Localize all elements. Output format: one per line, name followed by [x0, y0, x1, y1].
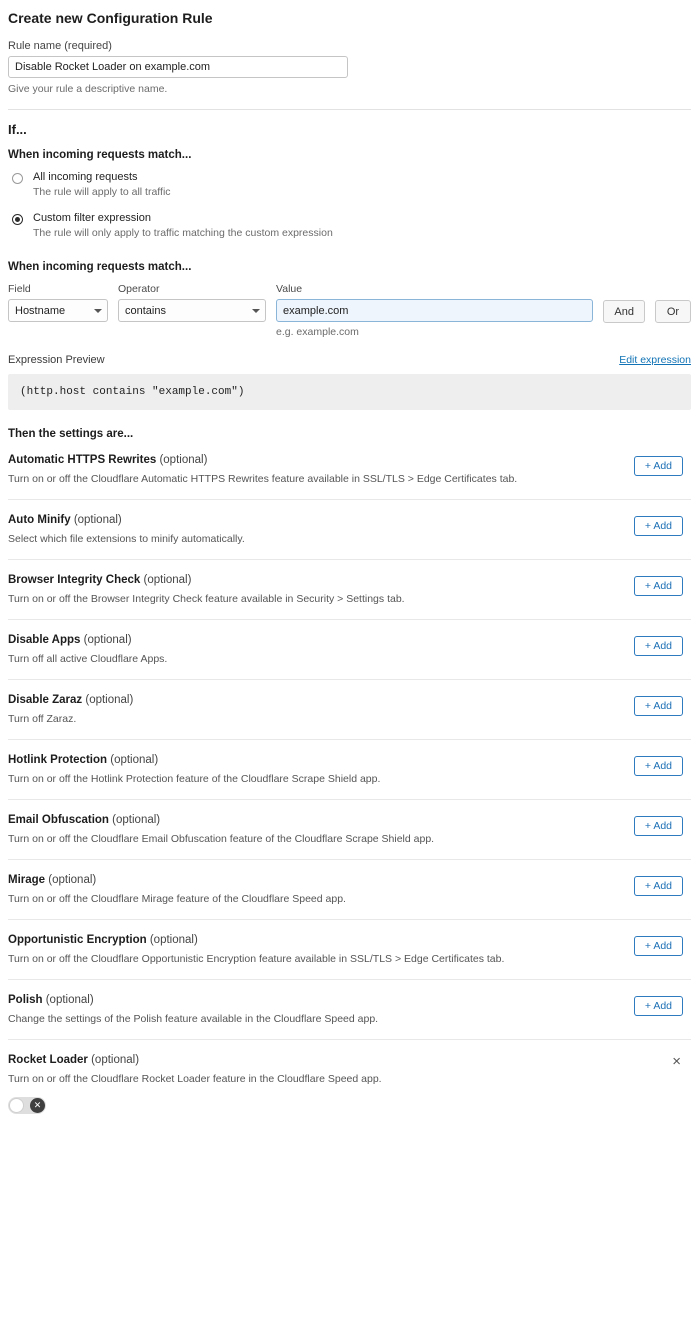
setting-optional: (optional) — [91, 1054, 140, 1066]
add-setting-button[interactable]: + Add — [634, 576, 683, 596]
filter-subheading: When incoming requests match... — [8, 261, 192, 273]
add-setting-button[interactable]: + Add — [634, 456, 683, 476]
radio-icon-custom-filter[interactable] — [12, 214, 23, 225]
value-label: Value — [276, 283, 303, 295]
setting-name: Browser Integrity Check — [8, 574, 141, 586]
rule-name-label: Rule name (required) — [8, 40, 112, 52]
operator-column — [118, 283, 266, 322]
setting-row — [8, 500, 691, 560]
operator-select[interactable] — [118, 299, 266, 322]
filter-row — [8, 283, 691, 338]
setting-row — [8, 560, 691, 620]
add-setting-button[interactable]: + Add — [634, 516, 683, 536]
setting-description: Turn on or off the Cloudflare Opportunistic Encryption feature available in SSL/TLS > Edge Certificates tab. — [8, 953, 505, 965]
setting-description: Turn on or off the Hotlink Protection feature of the Cloudflare Scrape Shield app. — [8, 773, 381, 785]
field-label: Field — [8, 283, 31, 295]
toggle-off-icon: ✕ — [30, 1098, 45, 1113]
setting-description: Turn off Zaraz. — [8, 713, 77, 725]
setting-optional: (optional) — [45, 994, 94, 1006]
setting-name: Email Obfuscation — [8, 814, 109, 826]
add-setting-button[interactable]: + Add — [634, 756, 683, 776]
setting-title — [8, 454, 691, 466]
value-column — [276, 283, 593, 338]
radio-desc-custom-filter: The rule will only apply to traffic matching the custom expression — [33, 227, 333, 239]
edit-expression-link[interactable]: Edit expression — [619, 354, 691, 366]
or-button[interactable]: Or — [655, 300, 691, 323]
setting-row — [8, 740, 691, 800]
setting-title — [8, 754, 691, 766]
setting-title — [8, 994, 691, 1006]
setting-row — [8, 980, 691, 1040]
configuration-rule-form — [0, 10, 699, 1133]
setting-name: Mirage — [8, 874, 46, 886]
setting-description: Turn on or off the Cloudflare Mirage feature of the Cloudflare Speed app. — [8, 893, 346, 905]
expression-preview-box: (http.host contains "example.com") — [8, 374, 691, 410]
setting-row — [8, 920, 691, 980]
setting-row — [8, 620, 691, 680]
field-column — [8, 283, 108, 322]
radio-label-all-requests: All incoming requests — [33, 171, 138, 183]
value-input[interactable] — [276, 299, 593, 322]
setting-title — [8, 574, 691, 586]
setting-optional: (optional) — [83, 634, 132, 646]
setting-name: Disable Apps — [8, 634, 81, 646]
radio-option-all-requests[interactable] — [8, 171, 691, 198]
radio-icon-all-requests[interactable] — [12, 173, 23, 184]
and-button[interactable]: And — [603, 300, 645, 323]
add-setting-button[interactable]: + Add — [634, 636, 683, 656]
if-section-heading: If... — [8, 122, 27, 137]
setting-optional: (optional) — [48, 874, 97, 886]
add-setting-button[interactable]: + Add — [634, 996, 683, 1016]
radio-desc-all-requests: The rule will apply to all traffic — [33, 186, 171, 198]
setting-title — [8, 874, 691, 886]
add-setting-button[interactable]: + Add — [634, 696, 683, 716]
setting-name: Hotlink Protection — [8, 754, 108, 766]
setting-name: Opportunistic Encryption — [8, 934, 147, 946]
page-title: Create new Configuration Rule — [8, 10, 213, 26]
divider — [8, 109, 691, 110]
then-settings-heading: Then the settings are... — [8, 428, 134, 440]
setting-description: Turn on or off the Cloudflare Automatic HTTPS Rewrites feature available in SSL/TLS > Edge Certificates tab. — [8, 473, 518, 485]
operator-label: Operator — [118, 283, 160, 295]
setting-optional: (optional) — [110, 754, 159, 766]
setting-description: Turn on or off the Browser Integrity Check feature available in Security > Settings tab. — [8, 593, 405, 605]
field-select[interactable] — [8, 299, 108, 322]
setting-name: Auto Minify — [8, 514, 71, 526]
if-section-subheading: When incoming requests match... — [8, 149, 192, 161]
setting-description: Select which file extensions to minify automatically. — [8, 533, 245, 545]
rule-name-group — [8, 40, 691, 95]
setting-title — [8, 934, 691, 946]
setting-description: Turn off all active Cloudflare Apps. — [8, 653, 168, 665]
setting-optional: (optional) — [159, 454, 208, 466]
setting-name: Rocket Loader — [8, 1054, 88, 1066]
setting-name: Disable Zaraz — [8, 694, 83, 706]
value-hint: e.g. example.com — [276, 326, 359, 338]
add-setting-button[interactable]: + Add — [634, 876, 683, 896]
setting-optional: (optional) — [73, 514, 122, 526]
setting-optional: (optional) — [112, 814, 161, 826]
setting-name: Polish — [8, 994, 43, 1006]
radio-label-custom-filter: Custom filter expression — [33, 212, 151, 224]
rocket-loader-toggle[interactable] — [8, 1097, 46, 1114]
logic-buttons — [603, 283, 645, 323]
close-icon[interactable]: × — [672, 1053, 681, 1070]
setting-title — [8, 1054, 691, 1066]
setting-row — [8, 860, 691, 920]
setting-description: Change the settings of the Polish feature available in the Cloudflare Speed app. — [8, 1013, 379, 1025]
setting-row — [8, 440, 691, 500]
add-setting-button[interactable]: + Add — [634, 936, 683, 956]
toggle-knob — [9, 1098, 24, 1113]
setting-row — [8, 680, 691, 740]
setting-row — [8, 800, 691, 860]
setting-optional: (optional) — [149, 934, 198, 946]
expression-preview-header — [8, 354, 691, 366]
setting-optional: (optional) — [143, 574, 192, 586]
rule-name-help: Give your rule a descriptive name. — [8, 83, 168, 95]
setting-name: Automatic HTTPS Rewrites — [8, 454, 157, 466]
radio-option-custom-filter[interactable] — [8, 212, 691, 239]
expression-preview-label: Expression Preview — [8, 354, 105, 366]
setting-description: Turn on or off the Cloudflare Rocket Loader feature in the Cloudflare Speed app. — [8, 1073, 382, 1085]
add-setting-button[interactable]: + Add — [634, 816, 683, 836]
setting-description: Turn on or off the Cloudflare Email Obfuscation feature of the Cloudflare Scrape Shield app. — [8, 833, 435, 845]
rule-name-input[interactable] — [8, 56, 348, 78]
setting-optional: (optional) — [85, 694, 134, 706]
setting-title — [8, 814, 691, 826]
setting-title — [8, 694, 691, 706]
setting-title — [8, 514, 691, 526]
setting-title — [8, 634, 691, 646]
setting-row-rocket-loader — [8, 1040, 691, 1133]
